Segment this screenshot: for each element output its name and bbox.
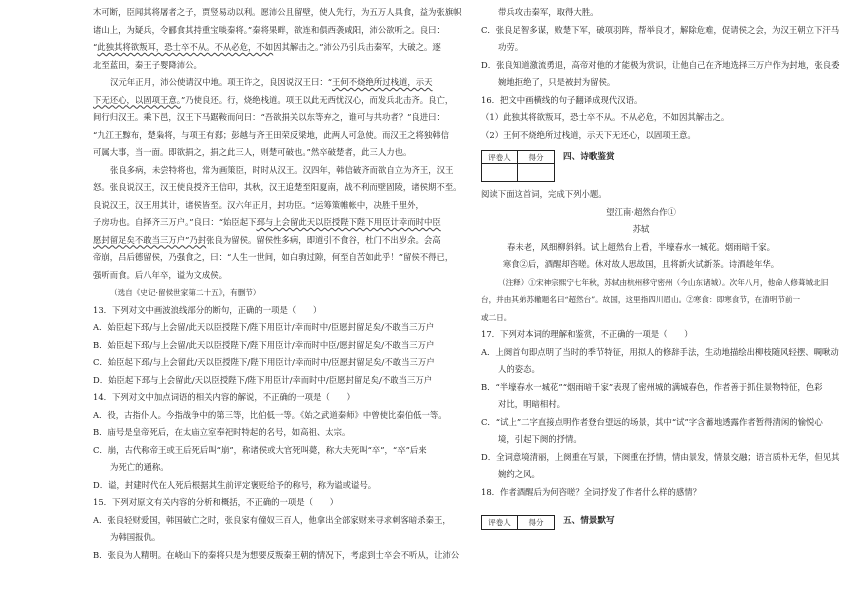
text-line: B．始臣起下邳/与上会留/此天以臣授陛下/陛下用臣计/幸而时中臣/愿封留足矣/不敢当三万户 (93, 339, 435, 350)
section-title: 五、情景默写 (563, 516, 615, 526)
score-label: 得分 (518, 151, 554, 164)
text-line: 15．下列对原文有关内容的分析和概括，不正确的一项是（ ） (93, 497, 339, 507)
text-line: 间行归汉王。乘下邑，汉王下马踞鞍而问曰：“吾欲捐关以东等弃之，谁可与共功者？”良进曰： (93, 112, 445, 122)
answer-lines-top (481, 4, 840, 144)
text-line: 功劳。 (498, 42, 524, 52)
question-lines (481, 274, 840, 502)
poem-title: 望江南·超然台作① (606, 206, 676, 217)
score-table (481, 150, 555, 182)
text-line: 良说汉王，汉王用其计，诸侯皆至。汉六年正月，封功臣。“运筹策帷帐中，决胜千里外， (93, 199, 424, 210)
text-line: 汉元年正月，沛公使请汉中地。项王许之，良因说汉王曰：“王何不烧绝所过栈道，示天 (110, 77, 433, 87)
text-line: A．上阕首句即点明了当时的季节特征，用拟人的修辞手法，生动地描绘出柳枝随风轻摆、啁啾动 (481, 346, 839, 357)
text-line: D．谥，封建时代在人死后根据其生前评定褒贬给予的称号，称为谥或谥号。 (93, 479, 377, 490)
text-line: D．张良知道激流勇退，高帝对他的才能极为赏识，让他自己在齐地选择三万户作为封地，张良委 (481, 59, 840, 70)
marked-phrase: 邳与上会留此天以臣授陛下陛下用臣计幸而时中臣 (256, 217, 441, 227)
text-line: 为韩国报仇。 (110, 532, 161, 542)
text-line: D．始臣起下邳与上会留此/天以臣授陛下/陛下用臣计/幸而时中/臣愿封留足矣/不敢当三万户 (93, 374, 433, 385)
text-line: 或二日。 (481, 312, 512, 322)
score-label: 得分 (528, 518, 544, 527)
text-line: B．张良为人精明。在峣山下的秦将只是为想要反叛秦王朝的情况下，考虑到士卒会不听从，让沛公 (93, 549, 460, 560)
text-line: C．始臣起下邳/与上会留此/天以臣授陛下/陛下用臣计/幸而时中/臣愿封留足矣/不敢当三万户 (93, 357, 435, 367)
left-column (93, 4, 462, 564)
text-line: 人的姿态。 (498, 364, 540, 374)
text-line: A．始臣起下邳/与上会留/此天以臣授陛下/陛下用臣计/幸而时中/臣愿封留足矣/不敢当三万户 (93, 322, 435, 332)
text-line: （2）王何不烧绝所过栈道，示天下无还心，以固项王意。 (481, 129, 696, 140)
text-line: 境，引起下阕的抒情。 (498, 434, 582, 444)
poem-line: 春未老，风细柳斜斜。试上超然台上看，半壕春水一城花。烟雨暗千家。 (507, 241, 775, 252)
text-line: 婉约之风。 (498, 469, 540, 479)
text-line: 诸山上，为疑兵，令郦食其持重宝啖秦将。”秦将果畔，欲连和俱西袭咸阳，沛公欲听之。良曰： (93, 24, 445, 35)
text-line: （选自《史记·留侯世家第二十五》，有删节） (110, 288, 261, 297)
text-line: D．全词意境清丽，上阕重在写景，下阕重在抒情，情由景发，情景交融；语言质朴无华，但见其 (481, 451, 840, 462)
text-line: “九江王黥布，楚枭将，与项王有郄；彭越与齐王田荣反梁地，此两人可急使。而汉王之将独韩信 (93, 129, 450, 140)
text-line: 13．下列对文中画波浪线部分的断句，正确的一项是（ ） (93, 304, 322, 315)
section-title: 四、诗歌鉴赏 (563, 152, 615, 162)
text-line: 子房功也。自择齐三万户。”良曰：“始臣起下邳与上会留此天以臣授陛下陛下用臣计幸而时中臣 (93, 217, 441, 227)
text-line: （1）此独其将欲叛耳，恐士卒不从。不从必危，不如因其解击之。 (481, 112, 730, 122)
section-5-header (481, 515, 801, 530)
text-line: A．张良轻财爱国，韩国破亡之时，张良家有僮奴三百人，他拿出全部家财来寻求刺客暗杀秦王， (93, 514, 451, 525)
text-line: 台，并由其弟苏辙题名曰“超然台”。故国，这里指四川眉山。②寒食：即寒食节，在清明节前一 (481, 295, 801, 304)
text-line: 18．作者酒醒后为何咨嗟？全词抒发了作者什么样的感情？ (481, 486, 702, 497)
marked-phrase: 愿封留足矣不敢当三万户”乃封 (93, 234, 207, 245)
text-line: C．“试上”二字直接点明作者登台望远的场景，其中“试”字含蓄地透露作者暂得清闲的愉悦心 (481, 416, 823, 427)
text-line: 强听而食。后八年卒，谥为文成侯。 (93, 269, 227, 280)
text-line: B．庙号是皇帝死后，在太庙立室奉祀时特起的名号，如高祖、太宗。 (93, 427, 351, 437)
text-line: 对比，明暗相村。 (498, 399, 565, 409)
poem-body (481, 239, 801, 274)
right-column (481, 4, 840, 534)
score-cell[interactable] (518, 164, 554, 181)
text-line: 愿封留足矣不敢当三万户”乃封张良为留侯。留侯性多病，即道引不食谷，杜门不出岁余。会高 (93, 234, 441, 245)
text-line: 婉地拒绝了，只是被封为留侯。 (498, 77, 616, 87)
poem-author: 苏轼 (632, 224, 650, 234)
marked-phrase: 下无还心，以固项王意。 (93, 94, 181, 105)
text-line: 北至蓝田，秦王子婴降沛公。 (93, 59, 202, 70)
text-line: 17．下列对本词的理解和鉴赏，不正确的一项是（ ） (481, 329, 693, 339)
text-line: 14．下列对文中加点词语的相关内容的解说，不正确的一项是（ ） (93, 392, 355, 402)
text-line: 下无还心，以固项王意。”乃使良还。行，烧绝栈道。项王以此无西忧汉心，而发兵北击齐。良亡， (93, 94, 454, 105)
marked-phrase: 王何不烧绝所过栈道，示天 (332, 77, 433, 87)
score-table (481, 515, 555, 530)
grader-label: 评卷人 (482, 516, 518, 529)
text-line: （注释）①宋神宗熙宁七年秋，苏轼由杭州移守密州（今山东诸城）。次年八月，他命人修葺城北旧 (498, 277, 829, 287)
poem-line: 寒食②后，酒醒却咨嗟。休对故人思故国，且将新火试新茶。诗酒趁年华。 (502, 259, 780, 269)
text-line: 带兵攻击秦军，取得大胜。 (498, 7, 599, 17)
text-line: 张良多病，未尝特将也，常为画策臣，时时从汉王。汉四年，韩信破齐而欲自立为齐王，汉王 (110, 164, 454, 175)
text-line: “此独其将欲叛耳，恐士卒不从。不从必危，不如因其解击之。”沛公乃引兵击秦军，大破之。逐 (93, 42, 441, 52)
text-line: 怒。张良说汉王，汉王使良授齐王信印，其秋，汉王追楚至阳夏南，战不利而壁固陵，诸侯期不至。 (93, 182, 462, 192)
text-line: C．崩，古代称帝王或王后死后叫“崩”，称诸侯或大官死叫薨，称大夫死叫“卒”，“卒”后来 (93, 444, 427, 455)
text-line: A．役，古指仆人。今指战争中的第三等，比伯低一等。《始之武道秦师》中曾使比秦伯低一等。 (93, 409, 447, 420)
text-line: 可属大事，当一面。即欲捐之，捐之此三人，则楚可破也。”然卒破楚者，此三人力也。 (93, 147, 412, 157)
text-line: 阅读下面这首词，完成下列小题。 (481, 189, 607, 199)
text-line: 木可断，臣闻其将屠者之子，贾竖易动以利。愿沛公且留壁，使人先行，为五万人具食，益为张旗帜 (93, 7, 462, 17)
grader-cell[interactable] (482, 164, 518, 181)
text-line: 为死亡的通称。 (110, 462, 169, 472)
grader-label: 评卷人 (482, 151, 518, 164)
text-line: B．“半壕春水一城花”“烟雨暗千家”表现了密州城的满城春色，作者善于抓住景物特征，色彩 (481, 381, 823, 392)
text-line: 16．把文中画横线的句子翻译成现代汉语。 (481, 94, 643, 105)
marked-phrase: 此独其将欲叛耳，恐士卒不从。不从必危，不如 (97, 42, 274, 52)
section-4-header (481, 150, 801, 182)
text-line: C．张良足智多谋，败楚下军，破项羽阵，帮举良才，解除危难，促请侯之会，为汉王朝立下汗马 (481, 24, 840, 35)
poem-instructions (481, 186, 801, 204)
text-line: 帝崩，吕后德留侯，乃强食之，曰：“人生一世间，如白驹过隙，何至自苦如此乎！”留侯不得已， (93, 252, 454, 262)
